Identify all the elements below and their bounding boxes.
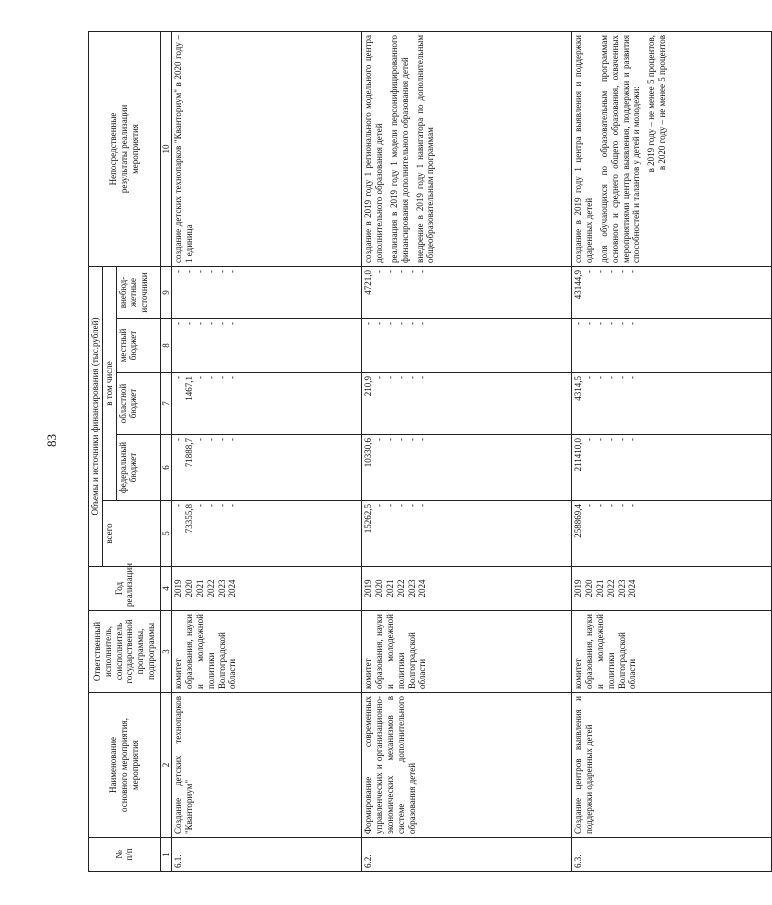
results [362, 31, 572, 266]
results [572, 31, 772, 266]
year-cell: 2020 [584, 579, 595, 598]
result-item: доля обучающихся по образовательным программам основного и среднего общего образования, охваченных мероприятиями центра выявления, поддержки и развития способностей и талантов у детей и молодежи: [598, 34, 642, 263]
year-cell: 2023 [216, 579, 227, 598]
result-item: создание в 2019 году 1 регионального модельного центра дополнительного образования детей [363, 34, 385, 263]
federal-cell: - [584, 438, 595, 441]
total-cell: - [594, 504, 605, 507]
federal-cell: - [173, 438, 184, 441]
total-cell: - [417, 504, 428, 507]
extra-cell: - [194, 269, 205, 273]
regional-cell-group [172, 373, 362, 435]
extra-cell: - [374, 269, 385, 273]
regional-cell: - [227, 376, 238, 379]
regional-cell: - [194, 376, 205, 379]
regional-cell: - [384, 376, 395, 379]
header-executor: Ответственный исполнитель, соисполнитель государственной программы, подпрограммы [89, 611, 161, 693]
total-cell: - [627, 504, 638, 507]
header-total: всего [102, 501, 160, 567]
federal-cell: - [216, 438, 227, 441]
extra-cell: - [384, 269, 395, 273]
local-cell: - [227, 322, 238, 325]
col-number: 9 [160, 266, 172, 318]
regional-cell: - [173, 376, 184, 379]
activity-name: Создание детских технопарков "Кванториум" [172, 693, 362, 838]
header-federal: федеральный бюджет [116, 435, 160, 501]
year-cell: 2021 [194, 579, 205, 598]
regional-cell-group [362, 373, 572, 435]
col-number: 5 [160, 501, 172, 567]
extra-cell: - [395, 269, 406, 273]
regional-cell: - [627, 376, 638, 379]
federal-cell: - [374, 438, 385, 441]
year-cell: 2024 [417, 579, 428, 598]
total-cell: - [616, 504, 627, 507]
year-cell: 2022 [605, 579, 616, 598]
local-cell: - [627, 322, 638, 325]
year-cell: 2021 [594, 579, 605, 598]
extra-cell: 4721,0 [363, 269, 374, 295]
funding-table [88, 31, 772, 872]
extra-cell: - [616, 269, 627, 273]
extra-cell: - [594, 269, 605, 273]
result-item: внедрение в 2019 году 1 навигатора по дополнительным общеобразовательным программам [414, 34, 436, 263]
local-cell: - [406, 322, 417, 325]
regional-cell: 4314,5 [573, 376, 584, 401]
results [172, 31, 362, 266]
total-cell: - [205, 504, 216, 507]
local-cell: - [363, 322, 374, 325]
local-cell: - [395, 322, 406, 325]
local-cell: - [616, 322, 627, 325]
regional-cell: - [406, 376, 417, 379]
year-cell: 2022 [205, 579, 216, 598]
extra-cell: - [184, 269, 195, 273]
local-cell: - [594, 322, 605, 325]
regional-cell: - [584, 376, 595, 379]
header-results: Непосредственные результаты реализации мероприятия [89, 31, 161, 266]
extra-cell: - [417, 269, 428, 273]
col-number: 10 [160, 31, 172, 266]
total-cell: - [584, 504, 595, 507]
regional-cell: - [395, 376, 406, 379]
year-cell: 2019 [173, 579, 184, 598]
year-cell-group [362, 567, 572, 611]
activity-name: Создание центров выявления и поддержки одаренных детей [572, 693, 772, 838]
total-cell: - [173, 504, 184, 507]
col-number: 2 [160, 693, 172, 838]
header-year: Год реализации [89, 567, 161, 611]
local-cell: - [184, 322, 195, 325]
table-header [89, 31, 161, 871]
total-cell: 258869,4 [573, 504, 584, 538]
extra-cell: - [205, 269, 216, 273]
regional-cell: 210,9 [363, 376, 374, 397]
executor: комитет образования, науки и молодежной политики Волгоградской области [572, 611, 772, 693]
col-number: 3 [160, 611, 172, 693]
result-item: в 2019 году – не менее 5 процентов, [646, 34, 657, 173]
regional-cell: 1467,1 [184, 376, 195, 401]
row-number: 6.3. [572, 838, 772, 872]
regional-cell: - [205, 376, 216, 379]
federal-cell: - [205, 438, 216, 441]
extra-cell: - [605, 269, 616, 273]
year-cell: 2023 [616, 579, 627, 598]
year-cell: 2021 [384, 579, 395, 598]
local-cell: - [417, 322, 428, 325]
federal-cell: - [395, 438, 406, 441]
row-number: 6.1. [172, 838, 362, 872]
federal-cell: - [406, 438, 417, 441]
col-number: 1 [160, 838, 172, 872]
total-cell: - [395, 504, 406, 507]
page-number: 83 [44, 434, 59, 447]
header-funding: Объемы и источники финансирования (тыс.рублей) [89, 266, 103, 566]
local-cell: - [384, 322, 395, 325]
total-cell: - [194, 504, 205, 507]
federal-cell: - [605, 438, 616, 441]
regional-cell: - [374, 376, 385, 379]
extra-cell: - [173, 269, 184, 273]
year-cell: 2020 [374, 579, 385, 598]
regional-cell: - [616, 376, 627, 379]
activity-name: Формирование современных управленческих и организационно-экономических механизмов в системе дополнительного образования детей [362, 693, 572, 838]
extra-cell: - [216, 269, 227, 273]
total-cell: 73355,8 [184, 504, 195, 534]
extra-cell: - [406, 269, 417, 273]
result-item: создание в 2019 году 1 центра выявления и поддержки одаренных детей [573, 34, 595, 263]
local-cell: - [584, 322, 595, 325]
row-number: 6.2. [362, 838, 572, 872]
federal-cell: 10330,6 [363, 438, 374, 468]
federal-cell-group [362, 435, 572, 501]
total-cell: - [384, 504, 395, 507]
local-cell: - [194, 322, 205, 325]
col-number: 8 [160, 319, 172, 373]
federal-cell-group [572, 435, 772, 501]
federal-cell: - [194, 438, 205, 441]
local-cell: - [205, 322, 216, 325]
header-regional: областной бюджет [116, 373, 160, 435]
federal-cell: - [227, 438, 238, 441]
year-cell: 2024 [227, 579, 238, 598]
local-cell: - [605, 322, 616, 325]
federal-cell-group [172, 435, 362, 501]
federal-cell: - [417, 438, 428, 441]
year-cell-group [172, 567, 362, 611]
year-cell: 2019 [573, 579, 584, 598]
year-cell-group [572, 567, 772, 611]
extra-cell-group [172, 266, 362, 318]
year-cell: 2024 [627, 579, 638, 598]
header-num: № п/п [89, 838, 161, 872]
local-cell-group [572, 319, 772, 373]
executor: комитет образования, науки и молодежной политики Волгоградской области [172, 611, 362, 693]
total-cell: - [406, 504, 417, 507]
extra-cell: - [584, 269, 595, 273]
extra-cell: - [227, 269, 238, 273]
table-body [172, 31, 772, 871]
extra-cell-group [572, 266, 772, 318]
extra-cell: 43144,9 [573, 269, 584, 300]
regional-cell-group [572, 373, 772, 435]
total-cell: - [605, 504, 616, 507]
regional-cell: - [594, 376, 605, 379]
regional-cell: - [417, 376, 428, 379]
federal-cell: - [594, 438, 605, 441]
year-cell: 2019 [363, 579, 374, 598]
federal-cell: 71888,7 [184, 438, 195, 468]
table-row [172, 31, 362, 871]
extra-cell: - [627, 269, 638, 273]
executor: комитет образования, науки и молодежной политики Волгоградской области [362, 611, 572, 693]
year-cell: 2023 [406, 579, 417, 598]
table-row [362, 31, 572, 871]
local-cell-group [172, 319, 362, 373]
local-cell-group [362, 319, 572, 373]
year-cell: 2022 [395, 579, 406, 598]
local-cell: - [173, 322, 184, 325]
column-numbers [160, 31, 172, 871]
col-number: 6 [160, 435, 172, 501]
total-cell: - [227, 504, 238, 507]
result-item: в 2020 году – не менее 5 процентов [656, 34, 667, 171]
local-cell: - [573, 322, 584, 325]
federal-cell: 211410,0 [573, 438, 584, 472]
total-cell-group [362, 501, 572, 567]
col-number: 7 [160, 373, 172, 435]
extra-cell-group [362, 266, 572, 318]
program-table-sheet [88, 32, 667, 872]
federal-cell: - [384, 438, 395, 441]
regional-cell: - [605, 376, 616, 379]
total-cell-group [572, 501, 772, 567]
year-cell: 2020 [184, 579, 195, 598]
result-item: создание детских технопарков "Кванториум" в 2020 году – 1 единица [173, 34, 195, 263]
regional-cell: - [216, 376, 227, 379]
table-row [572, 31, 772, 871]
header-extra: внебюд- жетные источники [116, 266, 160, 318]
header-incl: в том числе [102, 266, 116, 500]
result-item: реализация в 2019 году 1 модели персонифицированного финансирования дополнительного образования детей [388, 34, 410, 263]
header-name: Наименование основного мероприятия, мероприятия [89, 693, 161, 838]
local-cell: - [216, 322, 227, 325]
total-cell-group [172, 501, 362, 567]
federal-cell: - [627, 438, 638, 441]
local-cell: - [374, 322, 385, 325]
federal-cell: - [616, 438, 627, 441]
col-number: 4 [160, 567, 172, 611]
header-local: местный бюджет [116, 319, 160, 373]
total-cell: - [374, 504, 385, 507]
total-cell: - [216, 504, 227, 507]
total-cell: 15262,5 [363, 504, 374, 534]
